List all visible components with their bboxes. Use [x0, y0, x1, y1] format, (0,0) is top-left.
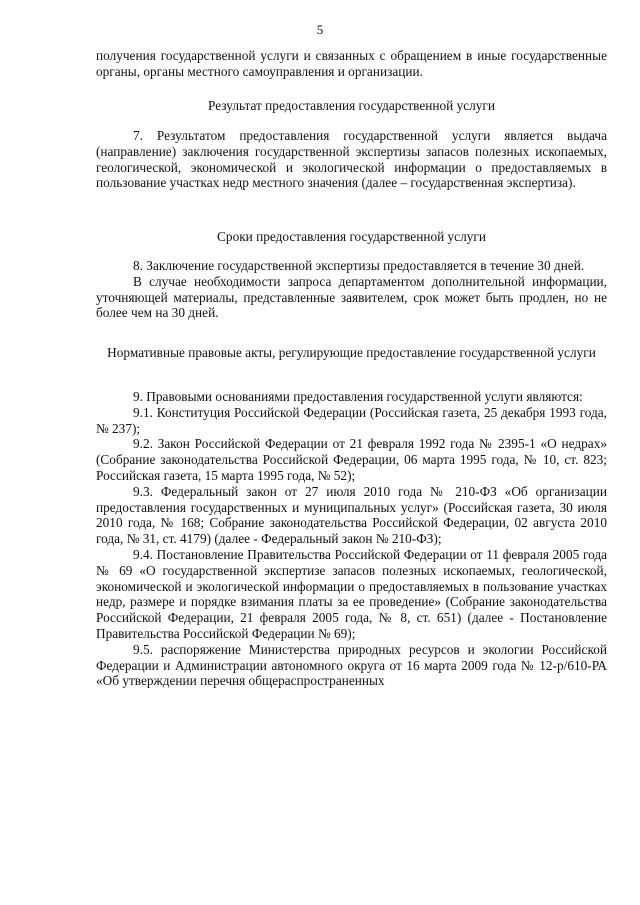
section-9: [96, 389, 607, 689]
paragraph-9-4: 9.4. Постановление Правительства Российской Федерации от 11 февраля 2005 года № 69 «О государственной экспертизе запасов полезных ископаемых, геологической, экономической и экологической информации о предоставляемых в пользование участках недр, размере и порядке взимания платы за ее проведение» (Собрание законодательства Российской Федерации, 21 февраля 2005 года, № 8, ст. 651) (далее - Постановление Правительства Российской Федерации № 69);: [96, 546, 607, 641]
paragraph-9-3: 9.3. Федеральный закон от 27 июля 2010 года № 210-ФЗ «Об организации предоставления государственных и муниципальных услуг» (Российская газета, 30 июля 2010 года, № 168; Собрание законодательства Российской Федерации, 02 августа 2010 года, № 31, ст. 4179) (далее - Федеральный закон № 210-ФЗ);: [96, 483, 607, 547]
paragraph-9: 9. Правовыми основаниями предоставления государственной услуги являются:: [133, 389, 583, 404]
heading-terms: Сроки предоставления государственной услуги: [217, 229, 486, 244]
heading-result: Результат предоставления государственной услуги: [208, 98, 495, 113]
paragraph-8: 8. Заключение государственной экспертизы предоставляется в течение 30 дней.: [133, 258, 585, 273]
page-number: 5: [316, 22, 324, 37]
paragraph-9-5: 9.5. распоряжение Министерства природных ресурсов и экологии Российской Федерации и Администрации автономного округа от 16 марта 2009 года № 12-р/610-РА «Об утверждении перечня общераспространенных: [96, 641, 607, 689]
section-8: [96, 258, 607, 321]
intro-paragraph: [96, 48, 607, 80]
paragraph-7: 7. Результатом предоставления государственной услуги является выдача (направление) заключения государственной экспертизы запасов полезных ископаемых, геологической, экономической и экологической информации о предоставляемых в пользование участках недр местного значения (далее – государственная экспертиза).: [96, 128, 607, 191]
paragraph-9-2: 9.2. Закон Российской Федерации от 21 февраля 1992 года № 2395-1 «О недрах» (Собрание законодательства Российской Федерации, 06 марта 1995 года, № 10, ст. 823; Российская газета, 15 марта 1995 года, № 52);: [96, 436, 607, 483]
paragraph-8b: В случае необходимости запроса департаментом дополнительной информации, уточняющей материалы, представленные заявителем, срок может быть продлен, но не более чем на 30 дней.: [96, 273, 607, 321]
heading-legal-acts: Нормативные правовые акты, регулирующие предоставление государственной услуги: [107, 345, 596, 360]
paragraph-intro: получения государственной услуги и связанных с обращением в иные государственные органы, органы местного самоуправления и организации.: [96, 48, 607, 79]
paragraph-9-1: 9.1. Конституция Российской Федерации (Российская газета, 25 декабря 1993 года, № 237);: [96, 404, 607, 436]
section-7: [96, 128, 607, 191]
